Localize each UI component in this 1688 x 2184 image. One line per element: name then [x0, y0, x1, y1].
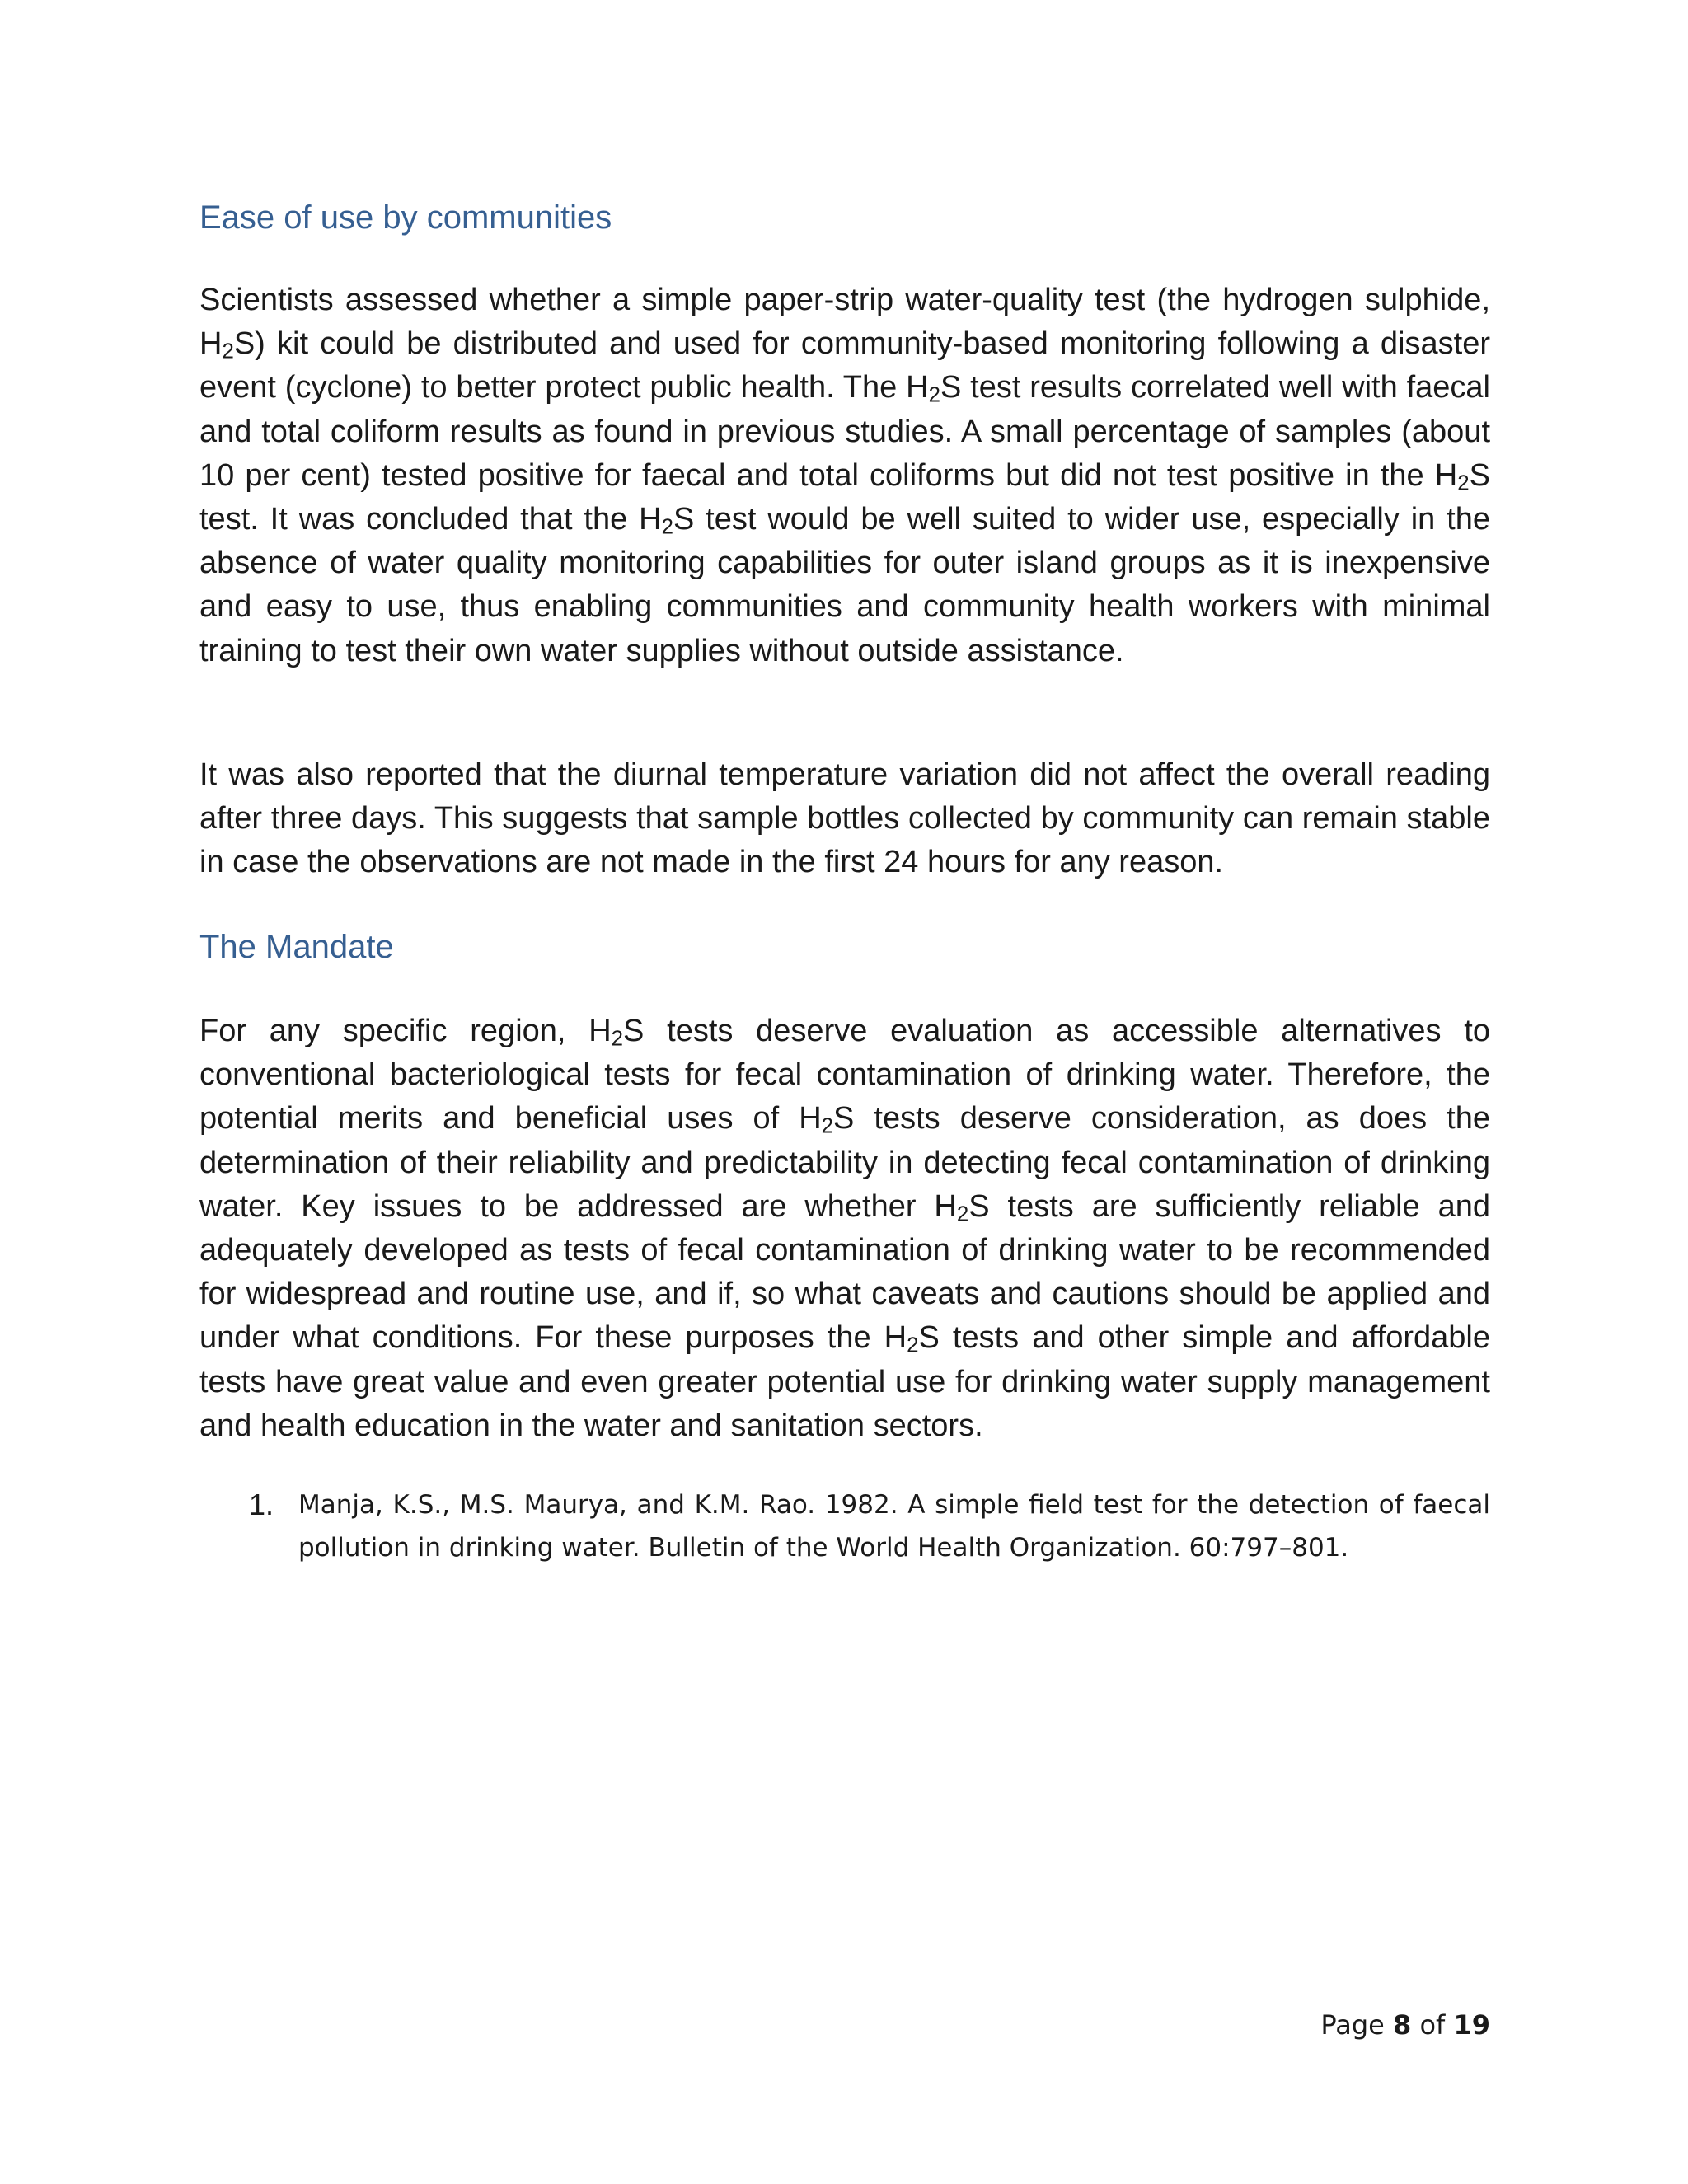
page-number: Page 8 of 19 [1320, 2009, 1490, 2041]
reference-text: Manja, K.S., M.S. Maurya, and K.M. Rao. 1982. A simple field test for the detection of faecal pollution in drinking water. Bulletin of the World Health Organization. 60:797–801. [298, 1490, 1490, 1563]
paragraph-ease-of-use-2: It was also reported that the diurnal temperature variation did not affect the overall reading after three days. This suggests that sample bottles collected by community can remain stable in case the observations are not made in the first 24 hours for any reason. [199, 757, 1490, 880]
reference-list [249, 1483, 1490, 1569]
paragraph-the-mandate: For any specific region, $H_2S$ tests deserve evaluation as accessible alternatives to conventional bacteriological tests for fecal contamination of drinking water. Therefore, the potential merits and beneficial uses of $H_2S$ tests deserve consideration, as does the determination of their reliability and predictability in detecting fecal contamination of drinking water. Key issues to be addressed are whether $H_2S$ tests are sufficiently reliable and adequately developed as tests of fecal contamination of drinking water to be recommended for widespread and routine use, and if, so what caveats and cautions should be applied and under what conditions. For these purposes the $H_2S$ tests and other simple and affordable tests have great value and even greater potential use for drinking water supply management and health education in the water and sanitation sectors. [199, 1014, 1490, 1443]
section-heading-ease-of-use: Ease of use by communities [199, 199, 612, 236]
paragraph-ease-of-use-1: Scientists assessed whether a simple paper-strip water-quality test (the hydrogen sulphide, $H_2S$) kit could be distributed and used for community-based monitoring following a disaster event (cyclone) to better protect public health. The $H_2S$ test results correlated well with faecal and total coliform results as found in previous studies. A small percentage of samples (about 10 per cent) tested positive for faecal and total coliforms but did not test positive in the $H_2S$ test. It was concluded that the $H_2S$ test would be well suited to wider use, especially in the absence of water quality monitoring capabilities for outer island groups as it is inexpensive and easy to use, thus enabling communities and community health workers with minimal training to test their own water supplies without outside assistance. [199, 283, 1490, 668]
reference-number: 1. [249, 1488, 274, 1521]
reference-item [249, 1483, 1490, 1569]
section-heading-the-mandate: The Mandate [199, 929, 394, 965]
